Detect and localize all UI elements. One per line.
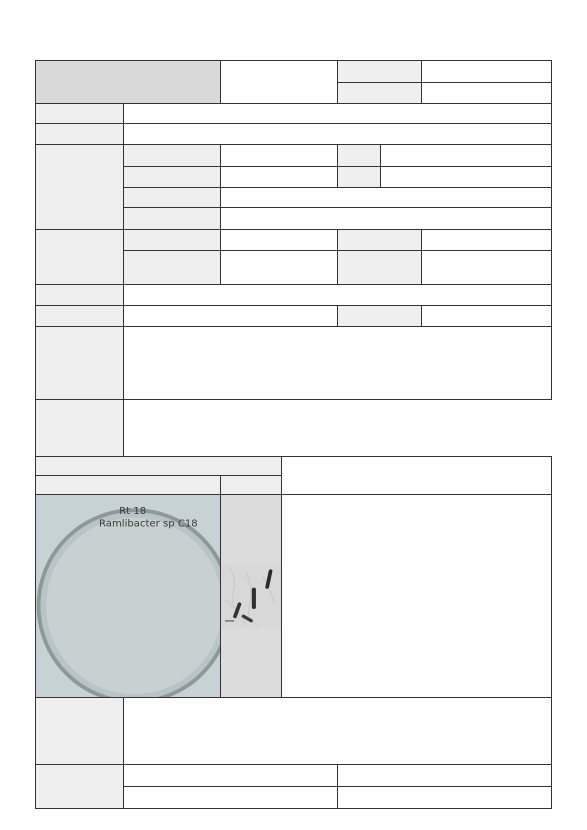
species-type-checkboxes — [221, 61, 338, 104]
species-name-label — [124, 230, 221, 251]
gps-label — [124, 188, 221, 208]
cell-shape — [124, 306, 338, 327]
collection-date — [221, 145, 338, 167]
collection-place-label — [338, 145, 381, 167]
accession-label — [124, 251, 221, 285]
collector-label — [124, 208, 221, 230]
gram-label — [338, 306, 422, 327]
scientific-name — [124, 104, 552, 124]
closest-species-label — [36, 230, 124, 285]
habitat — [221, 167, 338, 188]
plate-writing: Rt 18 Ramlibacter sp C18 — [99, 505, 198, 530]
gram-result — [422, 306, 552, 327]
culture-label — [36, 327, 124, 400]
publication-label — [36, 697, 124, 764]
closest-species — [221, 230, 338, 251]
cell-shape-label — [36, 306, 124, 327]
api-grid — [124, 400, 552, 457]
classification — [124, 124, 552, 145]
strain — [422, 251, 552, 285]
collection-number-label — [338, 167, 381, 188]
researcher-label — [36, 764, 124, 808]
collection-label — [36, 145, 124, 230]
scientific-name-label — [36, 104, 124, 124]
similarity — [422, 230, 552, 251]
api-label — [36, 400, 124, 457]
sequence-info — [124, 285, 552, 306]
culture-no-label — [338, 61, 422, 83]
researcher-phone — [338, 786, 552, 808]
phylogenetic-tree — [282, 495, 552, 698]
culture-traits — [124, 327, 552, 400]
strain-label — [338, 251, 422, 285]
researcher-affiliation — [124, 786, 338, 808]
written-date — [338, 764, 552, 786]
page-title — [36, 61, 221, 104]
colony-label — [36, 476, 221, 495]
collector — [221, 208, 552, 230]
cell-photo — [221, 495, 282, 698]
images-label — [36, 457, 282, 476]
collection-place — [381, 145, 552, 167]
cell-image-label — [221, 476, 282, 495]
collection-number — [381, 167, 552, 188]
publication-info — [124, 697, 552, 764]
habitat-label — [124, 167, 221, 188]
similarity-label — [338, 230, 422, 251]
sequence-label — [36, 285, 124, 306]
culture-no — [422, 61, 552, 83]
gps — [221, 188, 552, 208]
accession — [221, 251, 338, 285]
collection-date-label — [124, 145, 221, 167]
tree-label — [282, 457, 552, 495]
serial-label — [338, 83, 422, 104]
researcher-name — [124, 764, 338, 786]
serial-no — [422, 83, 552, 104]
classification-label — [36, 124, 124, 145]
specimen-sheet — [35, 60, 551, 803]
colony-photo — [36, 495, 221, 698]
